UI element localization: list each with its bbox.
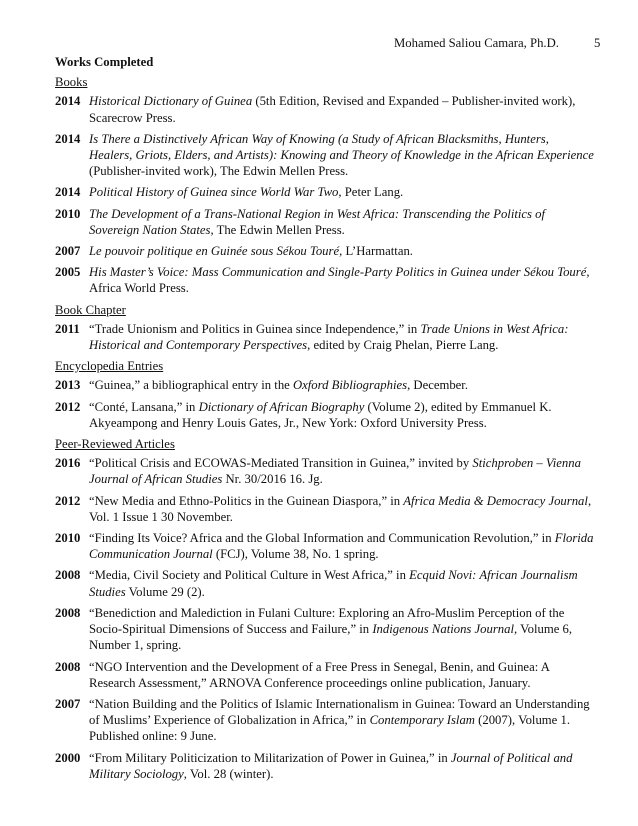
publication-entry [55, 377, 595, 393]
citation-title: Oxford Bibliographies [292, 378, 408, 393]
citation-text: , Vol. 28 (winter). [183, 766, 274, 781]
citation-title: The Development of a Trans-National Region in West Africa: Transcending the Politics of Sovereign Nation States, [89, 206, 546, 237]
entry-citation [89, 750, 595, 782]
citation-text: “Conté, Lansana,” in [89, 399, 199, 414]
publication-entry [55, 206, 595, 238]
entry-citation [89, 184, 595, 200]
citation-text: Volume 29 (2). [125, 584, 205, 599]
entry-citation [89, 659, 595, 691]
publication-entry [55, 750, 595, 782]
citation-title: Africa Media & Democracy Journal [403, 493, 588, 508]
entry-year: 2014 [55, 185, 81, 200]
citation-title: Ecquid Novi: African Journalism Studies [89, 568, 578, 599]
entry-year: 2012 [55, 399, 81, 414]
citation-text: “Nation Building and the Politics of Islamic Internationalism in Guinea: Toward an Understanding of Muslims’ Experience of Globalization in Africa,” in [89, 696, 590, 728]
entry-citation [89, 93, 595, 125]
publication-entry [55, 659, 595, 691]
citation-text: , Vol. 1 Issue 1 30 November. [89, 493, 592, 524]
section-heading: Peer-Reviewed Articles [55, 437, 175, 452]
entry-citation [89, 455, 595, 487]
citation-text: “Trade Unionism and Politics in Guinea since Independence,” in [89, 321, 421, 336]
entry-citation [89, 493, 595, 525]
citation-text: , Africa World Press. [89, 265, 590, 296]
document-body [55, 54, 595, 787]
citation-text: “From Military Politicization to Militarization of Power in Guinea,” in [89, 750, 451, 765]
entry-citation [89, 605, 595, 654]
entry-citation [89, 530, 595, 562]
entry-citation [89, 696, 595, 745]
publication-entry [55, 399, 595, 431]
publication-entry [55, 696, 595, 745]
entry-year: 2013 [55, 378, 81, 393]
publication-entry [55, 567, 595, 599]
citation-text: Volume 6, Number 1, spring. [89, 622, 573, 653]
entry-citation [89, 399, 595, 431]
section-heading: Book Chapter [55, 302, 126, 317]
entry-year: 2016 [55, 456, 81, 471]
publication-entry [55, 131, 595, 180]
entry-citation [89, 377, 595, 393]
entry-citation [89, 131, 595, 180]
entry-citation [89, 243, 595, 259]
entry-citation [89, 567, 595, 599]
entry-year: 2007 [55, 696, 81, 711]
citation-text: (5th Edition, Revised and Expanded – Publisher-invited work), Scarecrow Press. [89, 94, 576, 125]
entry-year: 2007 [55, 244, 81, 259]
citation-text: “NGO Intervention and the Development of a Free Press in Senegal, Benin, and Guinea: A Research Assessment,” ARNOVA Conference proceedings online publication, January. [89, 659, 550, 690]
citation-title: Indigenous Nations Journal, [372, 622, 518, 637]
entry-year: 2008 [55, 605, 81, 620]
citation-title: Political History of Guinea since World War Two, [89, 185, 342, 200]
entry-citation [89, 206, 595, 238]
publication-entry [55, 93, 595, 125]
entry-year: 2010 [55, 206, 81, 221]
citation-text: “Finding Its Voice? Africa and the Global Information and Communication Revolution,” in [89, 531, 555, 546]
citation-text: , L’Harmattan. [339, 244, 413, 259]
citation-text: “Guinea,” a bibliographical entry in the [89, 378, 293, 393]
citation-text: Peter Lang. [341, 185, 404, 200]
publication-entry [55, 493, 595, 525]
citation-title: Contemporary Islam [369, 713, 475, 728]
entry-year: 2010 [55, 531, 81, 546]
section-heading: Books [55, 75, 88, 90]
publication-entry [55, 530, 595, 562]
entry-year: 2011 [55, 321, 80, 336]
citation-title: Is There a Distinctively African Way of Knowing (a Study of African Blacksmiths, Hunters, Healers, Griots, Elders, and Artists): Knowing and Theory of Knowledge in the African Experience [89, 131, 594, 163]
citation-text: “Media, Civil Society and Political Culture in West Africa,” in [89, 568, 410, 583]
entry-year: 2014 [55, 131, 81, 146]
citation-title: Historical Dictionary of Guinea [89, 94, 253, 109]
entry-year: 2012 [55, 493, 81, 508]
page-header [0, 35, 638, 51]
publication-entry [55, 605, 595, 654]
sections-container [55, 74, 595, 782]
citation-text: , edited by Craig Phelan, Pierre Lang. [307, 338, 499, 353]
citation-text: “New Media and Ethno-Politics in the Guinean Diaspora,” in [89, 493, 404, 508]
citation-title: Florida Communication Journal [89, 531, 594, 562]
author-name: Mohamed Saliou Camara, Ph.D. [394, 36, 559, 50]
citation-title: Journal of Political and Military Sociology [89, 750, 573, 781]
citation-text: Nr. 30/2016 16. Jg. [222, 472, 323, 487]
citation-text: “Benediction and Malediction in Fulani Culture: Exploring an Afro-Muslim Perception of the Socio-Spiritual Dimensions of Success and Failure,” in [89, 605, 565, 637]
entry-year: 2000 [55, 750, 81, 765]
publication-entry [55, 455, 595, 487]
citation-title: Le pouvoir politique en Guinée sous Sékou Touré [89, 244, 340, 259]
citation-text: (Publisher-invited work), The Edwin Mellen Press. [89, 164, 349, 179]
section-title: Works Completed [55, 55, 154, 69]
citation-text: (Volume 2), edited by Emmanuel K. Akyeampong and Henry Louis Gates, Jr., New York: Oxford University Press. [89, 399, 552, 430]
publication-entry [55, 321, 595, 353]
citation-text: (FCJ), Volume 38, No. 1 spring. [212, 547, 379, 562]
page-number: 5 [594, 36, 601, 50]
entry-citation [89, 264, 595, 296]
citation-title: Dictionary of African Biography [198, 399, 365, 414]
publication-entry [55, 184, 595, 200]
citation-title: Stichproben – Vienna Journal of African Studies [89, 456, 581, 487]
citation-text: , December. [407, 378, 469, 393]
entry-year: 2008 [55, 568, 81, 583]
entry-year: 2014 [55, 94, 81, 109]
citation-text: “Political Crisis and ECOWAS-Mediated Transition in Guinea,” invited by [89, 456, 473, 471]
citation-title: Trade Unions in West Africa: Historical and Contemporary Perspectives [89, 321, 569, 353]
entry-citation [89, 321, 595, 353]
citation-text: (2007), Volume 1. Published online: 9 June. [89, 713, 570, 744]
section-heading: Encyclopedia Entries [55, 359, 164, 374]
citation-title: His Master’s Voice: Mass Communication and Single-Party Politics in Guinea under Sékou Touré [89, 265, 587, 280]
publication-entry [55, 264, 595, 296]
entry-year: 2005 [55, 265, 81, 280]
publication-entry [55, 243, 595, 259]
entry-year: 2008 [55, 659, 81, 674]
citation-text: The Edwin Mellen Press. [213, 222, 345, 237]
